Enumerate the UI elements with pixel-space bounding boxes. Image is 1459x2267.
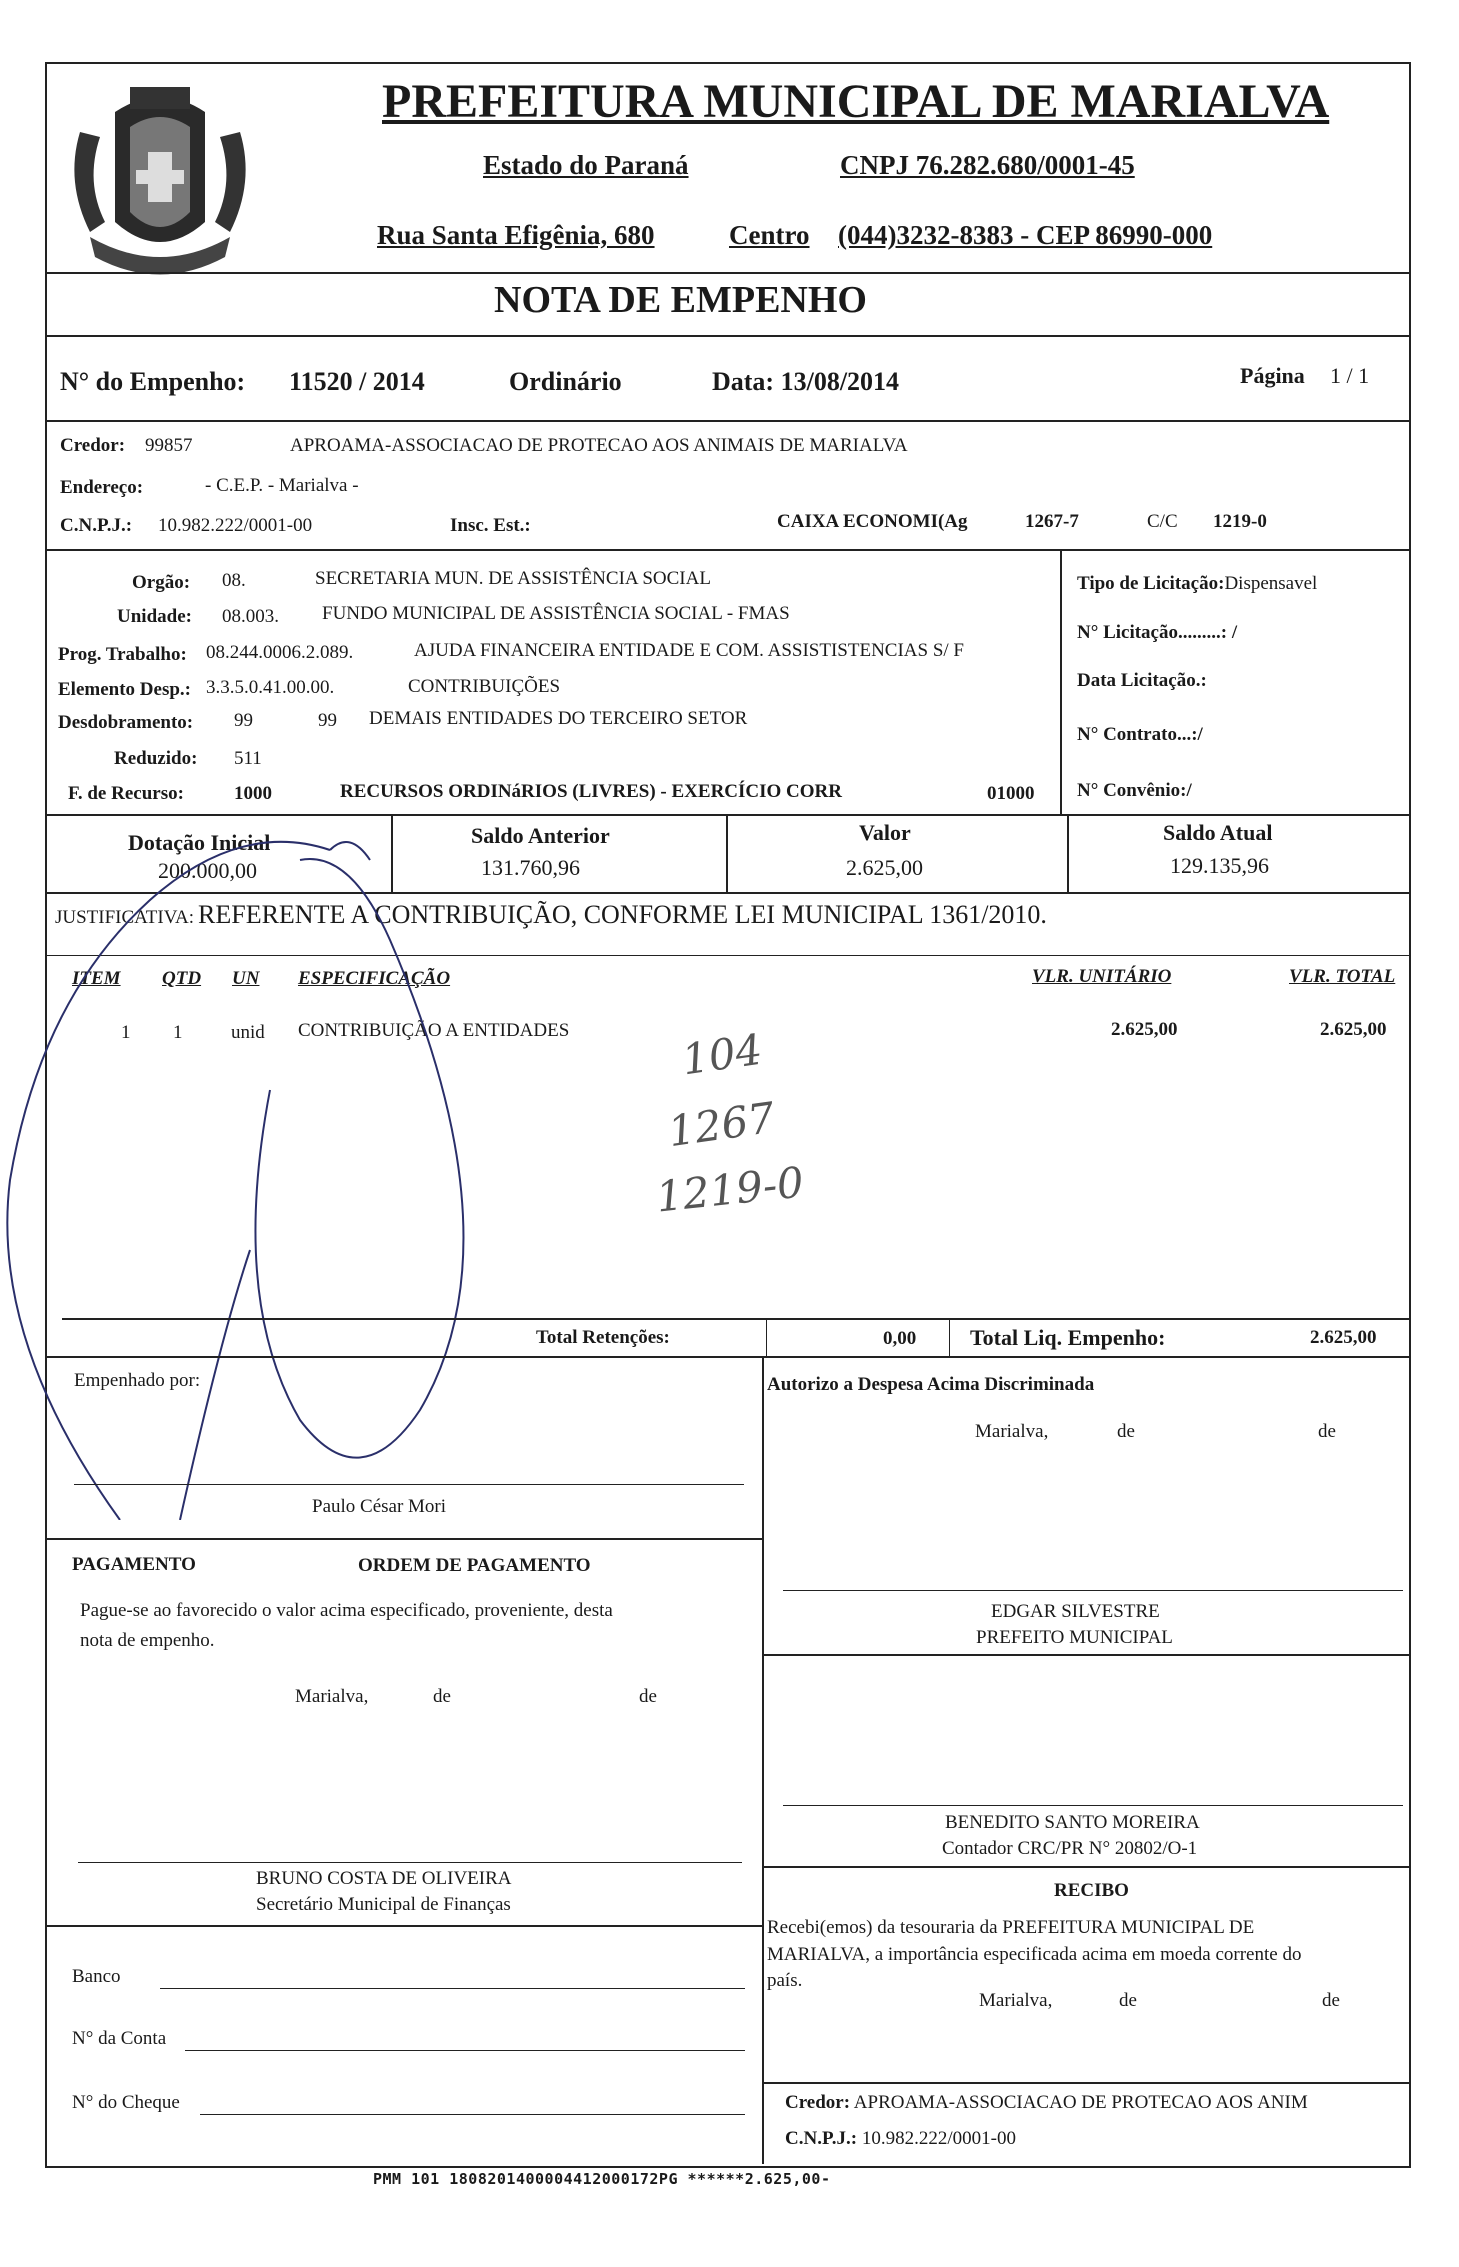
col-vlr-unitario: VLR. UNITÁRIO <box>1032 966 1172 987</box>
unidade-code: 08.003. <box>222 606 279 627</box>
orgao-code: 08. <box>222 570 246 591</box>
header-cnpj: CNPJ 76.282.680/0001-45 <box>840 150 1135 180</box>
recibo-de1: de <box>1119 1990 1137 2011</box>
document-title: NOTA DE EMPENHO <box>494 279 867 321</box>
signature-line <box>783 1805 1403 1806</box>
elemento-desc: CONTRIBUIÇÕES <box>408 676 561 697</box>
recurso-code2: 01000 <box>987 783 1035 804</box>
saldo-anterior-label: Saldo Anterior <box>471 823 610 848</box>
divider <box>1060 549 1062 814</box>
autorizo-de2: de <box>1318 1421 1336 1442</box>
orgao-desc: SECRETARIA MUN. DE ASSISTÊNCIA SOCIAL <box>315 568 711 589</box>
licitacao-numero: N° Licitação.........: / <box>1077 622 1238 643</box>
autorizo-title: Autorizo a Despesa Acima Discriminada <box>767 1374 1095 1395</box>
empenho-number: 11520 / 2014 <box>289 367 425 396</box>
recurso-label: F. de Recurso: <box>68 783 184 804</box>
bank-agency: 1267-7 <box>1025 511 1079 532</box>
pagamento-label: PAGAMENTO <box>72 1554 196 1575</box>
prog-code: 08.244.0006.2.089. <box>206 642 354 663</box>
conta-line <box>185 2050 745 2051</box>
pen-mark-drawing <box>0 820 520 1520</box>
page-label: Página <box>1240 363 1305 388</box>
reduzido-value: 511 <box>234 748 262 769</box>
row-desc: CONTRIBUIÇÃO A ENTIDADES <box>298 1020 570 1041</box>
rodape-cnpj <box>785 2128 1016 2150</box>
banco-label: Banco <box>72 1966 121 1987</box>
retencoes-value: 0,00 <box>883 1328 917 1349</box>
divider <box>762 1866 1409 1868</box>
rodape-cnpj-value: 10.982.222/0001-00 <box>861 2128 1016 2149</box>
licitacao-data: Data Licitação.: <box>1077 670 1207 691</box>
recibo-line-3: país. <box>767 1970 803 1991</box>
endereco-label: Endereço: <box>60 477 144 498</box>
divider <box>949 1318 950 1356</box>
credor-cnpj-label: C.N.P.J.: <box>60 515 133 536</box>
endereco-value: - C.E.P. - Marialva - <box>205 475 359 496</box>
liquido-label: Total Liq. Empenho: <box>970 1325 1166 1350</box>
divider <box>45 549 1409 551</box>
desdobramento-desc: DEMAIS ENTIDADES DO TERCEIRO SETOR <box>369 708 748 729</box>
header-state: Estado do Paraná <box>483 150 689 180</box>
handwritten-note: 1267 <box>665 1092 778 1157</box>
recurso-desc: RECURSOS ORDINáRIOS (LIVRES) - EXERCÍCIO CORR <box>340 781 842 802</box>
divider <box>45 1356 1409 1358</box>
divider <box>45 272 1409 274</box>
pagamento-de1: de <box>433 1686 451 1707</box>
empenho-type: Ordinário <box>509 367 622 396</box>
empenho-date: Data: 13/08/2014 <box>712 367 900 396</box>
orgao-label: Orgão: <box>132 572 191 593</box>
banco-line <box>160 1988 745 1989</box>
justificativa-label: JUSTIFICATIVA: <box>55 907 195 928</box>
desdobramento-code2: 99 <box>318 710 337 731</box>
signature-line <box>74 1484 744 1485</box>
rodape-credor-label: Credor: <box>785 2092 851 2113</box>
row-un: unid <box>231 1022 265 1043</box>
header-district: Centro <box>729 220 810 250</box>
pagamento-de2: de <box>639 1686 657 1707</box>
dotacao-value: 200.000,00 <box>158 858 257 883</box>
divider <box>1067 814 1069 892</box>
cheque-label: N° do Cheque <box>72 2092 180 2113</box>
handwritten-note: 1219-0 <box>653 1157 806 1222</box>
divider <box>762 1654 1409 1656</box>
liquido-value: 2.625,00 <box>1310 1327 1377 1348</box>
signature-line <box>783 1590 1403 1591</box>
recibo-line-1: Recebi(emos) da tesouraria da PREFEITURA MUNICIPAL DE <box>767 1917 1255 1938</box>
prefeito-name: EDGAR SILVESTRE <box>991 1601 1160 1622</box>
coat-of-arms-logo <box>60 72 260 282</box>
divider <box>62 1318 1409 1320</box>
signature-line <box>78 1862 742 1863</box>
valor-label: Valor <box>859 820 911 845</box>
recibo-line-2: MARIALVA, a importância especificada acima em moeda corrente do <box>767 1944 1302 1965</box>
dotacao-label: Dotação Inicial <box>128 830 271 855</box>
row-item: 1 <box>121 1022 131 1043</box>
divider <box>762 2082 1409 2084</box>
col-qtd: QTD <box>162 968 202 989</box>
rodape-credor-name: APROAMA-ASSOCIACAO DE PROTECAO AOS ANIM <box>853 2092 1308 2113</box>
conta-label: N° da Conta <box>72 2028 167 2049</box>
saldo-atual-value: 129.135,96 <box>1170 853 1269 878</box>
bank-name: CAIXA ECONOMI(Ag <box>777 511 968 532</box>
licitacao-tipo-label: Tipo de Licitação: <box>1077 573 1225 594</box>
saldo-anterior-value: 131.760,96 <box>481 855 580 880</box>
recibo-title: RECIBO <box>1054 1880 1129 1901</box>
saldo-atual-label: Saldo Atual <box>1163 820 1273 845</box>
secretario-role: Secretário Municipal de Finanças <box>256 1894 511 1915</box>
header-address: Rua Santa Efigênia, 680 <box>377 220 655 250</box>
retencoes-label: Total Retenções: <box>536 1327 670 1348</box>
coat-of-arms-icon <box>60 72 260 282</box>
prefeito-role: PREFEITO MUNICIPAL <box>976 1627 1173 1648</box>
col-especificacao: ESPECIFICAÇÃO <box>298 968 451 989</box>
pagamento-city: Marialva, <box>295 1686 369 1707</box>
credor-code: 99857 <box>145 435 193 456</box>
divider <box>726 814 728 892</box>
elemento-label: Elemento Desp.: <box>58 679 191 700</box>
pagamento-text-2: nota de empenho. <box>80 1630 215 1651</box>
recibo-de2: de <box>1322 1990 1340 2011</box>
row-unit-value: 2.625,00 <box>1111 1019 1178 1040</box>
col-item: ITEM <box>72 968 121 989</box>
elemento-code: 3.3.5.0.41.00.00. <box>206 677 335 698</box>
cc-value: 1219-0 <box>1213 511 1267 532</box>
licitacao-contrato: N° Contrato...:/ <box>1077 724 1203 745</box>
divider <box>45 420 1409 422</box>
divider <box>45 335 1409 337</box>
licitacao-convenio: N° Convênio:/ <box>1077 780 1192 801</box>
divider <box>45 1925 764 1927</box>
prog-label: Prog. Trabalho: <box>58 644 187 665</box>
header-phone-cep: (044)3232-8383 - CEP 86990-000 <box>838 220 1213 250</box>
prog-desc: AJUDA FINANCEIRA ENTIDADE E COM. ASSISTISTENCIAS S/ F <box>414 640 964 661</box>
contador-name: BENEDITO SANTO MOREIRA <box>945 1812 1200 1833</box>
empenho-label: N° do Empenho: <box>60 367 246 396</box>
empenhado-label: Empenhado por: <box>74 1370 201 1391</box>
credor-label: Credor: <box>60 435 126 456</box>
ordem-pagamento: ORDEM DE PAGAMENTO <box>358 1555 591 1576</box>
page-value: 1 / 1 <box>1330 363 1370 388</box>
divider <box>766 1318 767 1356</box>
licitacao-tipo <box>1077 573 1317 595</box>
unidade-label: Unidade: <box>117 606 192 627</box>
secretario-name: BRUNO COSTA DE OLIVEIRA <box>256 1868 512 1889</box>
col-un: UN <box>232 968 260 989</box>
insc-est-label: Insc. Est.: <box>450 515 531 536</box>
row-total-value: 2.625,00 <box>1320 1019 1387 1040</box>
header-title: PREFEITURA MUNICIPAL DE MARIALVA <box>382 75 1330 128</box>
handwritten-note: 104 <box>678 1024 766 1085</box>
cheque-line <box>200 2114 745 2115</box>
row-qtd: 1 <box>173 1022 183 1043</box>
cc-label: C/C <box>1147 511 1178 532</box>
rodape-cnpj-label: C.N.P.J.: <box>785 2128 858 2149</box>
col-vlr-total: VLR. TOTAL <box>1289 966 1396 987</box>
divider <box>45 1538 764 1540</box>
autorizo-de1: de <box>1117 1421 1135 1442</box>
recibo-city: Marialva, <box>979 1990 1053 2011</box>
desdobramento-code1: 99 <box>234 710 253 731</box>
empenhado-name: Paulo César Mori <box>312 1496 447 1517</box>
autorizo-city: Marialva, <box>975 1421 1049 1442</box>
recurso-code: 1000 <box>234 783 272 804</box>
pagamento-text-1: Pague-se ao favorecido o valor acima especificado, proveniente, desta <box>80 1600 613 1621</box>
reduzido-label: Reduzido: <box>114 748 198 769</box>
unidade-desc: FUNDO MUNICIPAL DE ASSISTÊNCIA SOCIAL - FMAS <box>322 603 790 624</box>
credor-name: APROAMA-ASSOCIACAO DE PROTECAO AOS ANIMAIS DE MARIALVA <box>290 435 908 456</box>
contador-role: Contador CRC/PR N° 20802/O-1 <box>942 1838 1198 1859</box>
credor-cnpj: 10.982.222/0001-00 <box>158 515 313 536</box>
footer-code: PMM 101 1808201400004412000172PG ******2.625,00- <box>373 2170 831 2188</box>
divider <box>762 1356 764 2164</box>
licitacao-tipo-value: Dispensavel <box>1224 573 1318 594</box>
rodape-credor <box>785 2092 1308 2114</box>
valor-value: 2.625,00 <box>846 855 923 880</box>
desdobramento-label: Desdobramento: <box>58 712 194 733</box>
justificativa-text: REFERENTE A CONTRIBUIÇÃO, CONFORME LEI MUNICIPAL 1361/2010. <box>198 900 1047 929</box>
